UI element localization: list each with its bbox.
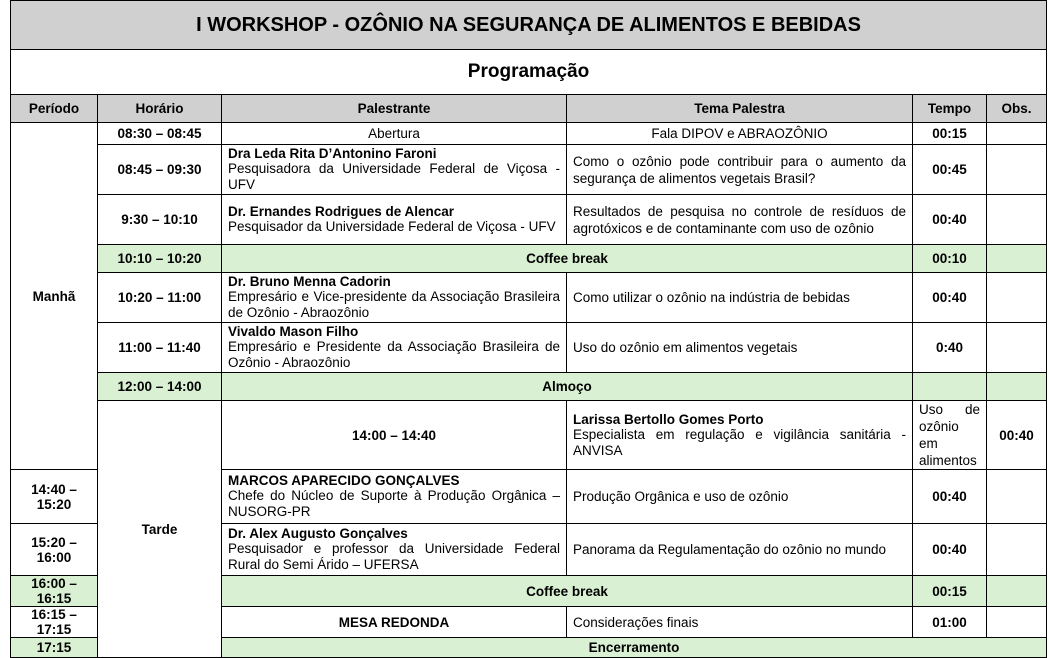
program-document — [10, 0, 1046, 658]
row-time: 16:15 – 17:15 — [11, 607, 98, 638]
row-tempo: 01:00 — [913, 607, 987, 638]
row-obs — [987, 607, 1047, 638]
row-obs — [987, 373, 1047, 401]
speaker-name: Dr. Bruno Menna Cadorin — [228, 274, 391, 289]
speaker-name: Larissa Bertollo Gomes Porto — [573, 411, 764, 427]
speaker-name: Dra Leda Rita D’Antonino Faroni — [228, 146, 437, 161]
break-label: Coffee break — [222, 576, 913, 607]
row-speaker: MESA REDONDA — [222, 607, 567, 638]
header-palestrante: Palestrante — [222, 95, 567, 123]
row-time: 9:30 – 10:10 — [98, 195, 222, 245]
row-tempo: 00:10 — [913, 245, 987, 273]
row-time: 14:00 – 14:40 — [222, 401, 567, 470]
row-obs — [987, 245, 1047, 273]
speaker-desc: Especialista em regulação e vigilância sanitária - ANVISA — [573, 426, 906, 458]
row-time: 15:20 – 16:00 — [11, 524, 98, 576]
row-obs — [987, 123, 1047, 145]
table-row — [11, 273, 1047, 323]
header-tempo: Tempo — [913, 95, 987, 123]
row-speaker — [222, 470, 567, 524]
header-tema: Tema Palestra — [567, 95, 913, 123]
row-time: 17:15 — [11, 638, 98, 658]
row-tempo: 00:40 — [913, 524, 987, 576]
row-tema: Considerações finais — [567, 607, 913, 638]
period-afternoon: Tarde — [98, 401, 222, 658]
row-tempo: 00:40 — [913, 195, 987, 245]
row-tema: Panorama da Regulamentação do ozônio no mundo — [567, 524, 913, 576]
page-subtitle: Programação — [11, 50, 1047, 95]
speaker-desc: Chefe do Núcleo de Suporte à Produção Orgânica – NUSORG-PR — [228, 488, 560, 519]
row-speaker: Abertura — [222, 123, 567, 145]
speaker-name: Dr. Alex Augusto Gonçalves — [228, 526, 408, 541]
speaker-desc: Pesquisador e professor da Universidade Federal Rural do Semi Árido – UFERSA — [228, 541, 560, 572]
row-tema: Resultados de pesquisa no controle de resíduos de agrotóxicos e de contaminante com uso de ozônio — [567, 195, 913, 245]
row-time: 10:10 – 10:20 — [98, 245, 222, 273]
row-speaker — [222, 273, 567, 323]
row-tempo — [913, 373, 987, 401]
row-time: 14:40 – 15:20 — [11, 470, 98, 524]
table-row — [11, 123, 1047, 145]
row-obs — [987, 273, 1047, 323]
row-tempo: 0:40 — [913, 323, 987, 373]
row-obs — [987, 323, 1047, 373]
row-tempo: 00:40 — [913, 470, 987, 524]
header-horario: Horário — [98, 95, 222, 123]
row-tema: Uso do ozônio em alimentos vegetais — [567, 323, 913, 373]
row-speaker — [222, 195, 567, 245]
speaker-desc: Pesquisador da Universidade Federal de Viçosa - UFV — [228, 219, 556, 234]
header-obs: Obs. — [987, 95, 1047, 123]
row-tema: Produção Orgânica e uso de ozônio — [567, 470, 913, 524]
break-label: Almoço — [222, 373, 913, 401]
row-time: 11:00 – 11:40 — [98, 323, 222, 373]
row-obs — [987, 470, 1047, 524]
row-tema: Como utilizar o ozônio na indústria de bebidas — [567, 273, 913, 323]
page-title: I WORKSHOP - OZÔNIO NA SEGURANÇA DE ALIMENTOS E BEBIDAS — [11, 1, 1047, 50]
row-obs — [987, 195, 1047, 245]
row-time: 12:00 – 14:00 — [98, 373, 222, 401]
row-time: 16:00 – 16:15 — [11, 576, 98, 607]
row-tema: Fala DIPOV e ABRAOZÔNIO — [567, 123, 913, 145]
row-obs — [987, 524, 1047, 576]
table-row-break — [11, 373, 1047, 401]
row-tema: Uso de ozônio em alimentos — [913, 401, 987, 470]
row-tempo: 00:40 — [987, 401, 1047, 470]
table-row — [11, 195, 1047, 245]
row-speaker — [567, 401, 913, 470]
table-row — [11, 145, 1047, 195]
program-table — [10, 0, 1047, 658]
speaker-desc: Empresário e Presidente da Associação Brasileira de Ozônio - Abraozônio — [228, 339, 560, 370]
table-row — [11, 401, 1047, 470]
row-tempo: 00:15 — [913, 576, 987, 607]
row-tempo: 00:15 — [913, 123, 987, 145]
speaker-desc: Empresário e Vice-presidente da Associação Brasileira de Ozônio - Abraozônio — [228, 289, 560, 320]
row-speaker — [222, 323, 567, 373]
speaker-desc: Pesquisadora da Universidade Federal de Viçosa - UFV — [228, 161, 560, 192]
period-morning: Manhã — [11, 123, 98, 470]
row-obs — [987, 576, 1047, 607]
closing-label: Encerramento — [222, 638, 1047, 658]
header-periodo: Período — [11, 95, 98, 123]
table-header-row — [11, 95, 1047, 123]
row-time: 08:30 – 08:45 — [98, 123, 222, 145]
row-speaker — [222, 524, 567, 576]
row-tema: Como o ozônio pode contribuir para o aumento da segurança de alimentos vegetais Brasil? — [567, 145, 913, 195]
row-tempo: 00:45 — [913, 145, 987, 195]
speaker-name: Vivaldo Mason Filho — [228, 324, 359, 339]
row-obs — [987, 145, 1047, 195]
row-speaker — [222, 145, 567, 195]
break-label: Coffee break — [222, 245, 913, 273]
row-time: 10:20 – 11:00 — [98, 273, 222, 323]
table-row — [11, 323, 1047, 373]
speaker-name: Dr. Ernandes Rodrigues de Alencar — [228, 204, 455, 219]
table-row-break — [11, 245, 1047, 273]
speaker-name: MARCOS APARECIDO GONÇALVES — [228, 473, 460, 488]
row-tempo: 00:40 — [913, 273, 987, 323]
row-time: 08:45 – 09:30 — [98, 145, 222, 195]
